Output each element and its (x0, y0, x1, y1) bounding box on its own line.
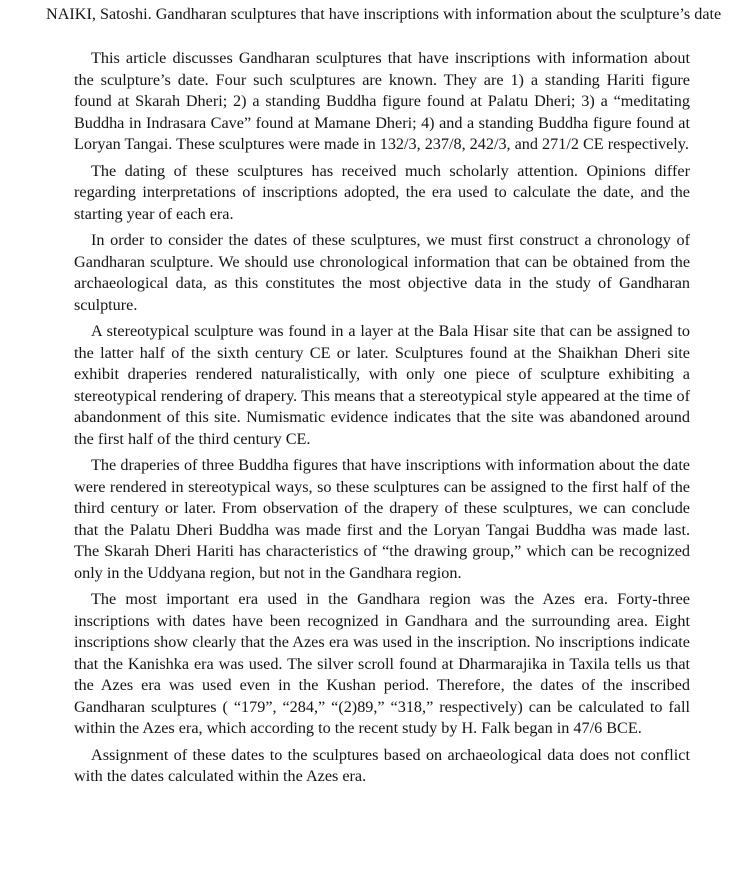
entry-title: Gandharan sculptures that have inscriptions with information about the sculpture’s date (155, 5, 722, 23)
paragraph: The most important era used in the Gandhara region was the Azes era. Forty-three inscriptions with dates have been recognized in Gandhara and the surrounding area. Eight inscriptions show clearly that the Azes era was used in the inscription. No inscriptions indicate that the Kanishka era was used. The silver scroll found at Dharmarajika in Taxila tells us that the Azes era was used even in the Kushan period. Therefore, the dates of the inscribed Gandharan sculptures ( “179”, “284,” “(2)89,” “318,” respectively) can be calculated to fall within the Azes era, which according to the recent study by H. Falk began in 47/6 BCE. (74, 590, 690, 737)
paragraph: The dating of these sculptures has received much scholarly attention. Opinions differ regarding interpretations of inscriptions adopted, the era used to calculate the date, and the starting year of each era. (74, 161, 690, 223)
entry-heading (46, 4, 750, 26)
paragraph: A stereotypical sculpture was found in a layer at the Bala Hisar site that can be assigned to the latter half of the sixth century CE or later. Sculptures found at the Shaikhan Dheri site exhibit draperies rendered naturalistically, with only one piece of sculpture exhibiting a stereotypical rendering of drapery. This means that a stereotypical style appeared at the time of abandonment of this site. Numismatic evidence indicates that the site was abandoned around the first half of the third century CE. (74, 322, 690, 448)
article-body (74, 48, 690, 793)
entry-author: NAIKI, Satoshi. (46, 5, 152, 23)
paragraph: Assignment of these dates to the sculptures based on archaeological data does not conflict with the dates calculated within the Azes era. (74, 745, 690, 785)
paragraph: This article discusses Gandharan sculptures that have inscriptions with information about the sculpture’s date. Four such sculptures are known. They are 1) a standing Hariti figure found at Skarah Dheri; 2) a standing Buddha figure found at Palatu Dheri; 3) a “meditating Buddha in Indrasara Cave” found at Mamane Dheri; 4) and a standing Buddha figure found at Loryan Tangai. These sculptures were made in 132/3, 237/8, 242/3, and 271/2 CE respectively. (74, 49, 690, 153)
paragraph: In order to consider the dates of these sculptures, we must first construct a chronology of Gandharan sculpture. We should use chronological information that can be obtained from the archaeological data, as this constitutes the most objective data in the study of Gandharan sculpture. (74, 231, 690, 314)
paragraph: The draperies of three Buddha figures that have inscriptions with information about the date were rendered in stereotypical ways, so these sculptures can be assigned to the first half of the third century or later. From observation of the drapery of these sculptures, we can conclude that the Palatu Dheri Buddha was made first and the Loryan Tangai Buddha was made last. The Skarah Dheri Hariti has characteristics of “the drawing group,” which can be recognized only in the Uddyana region, but not in the Gandhara region. (74, 456, 690, 582)
